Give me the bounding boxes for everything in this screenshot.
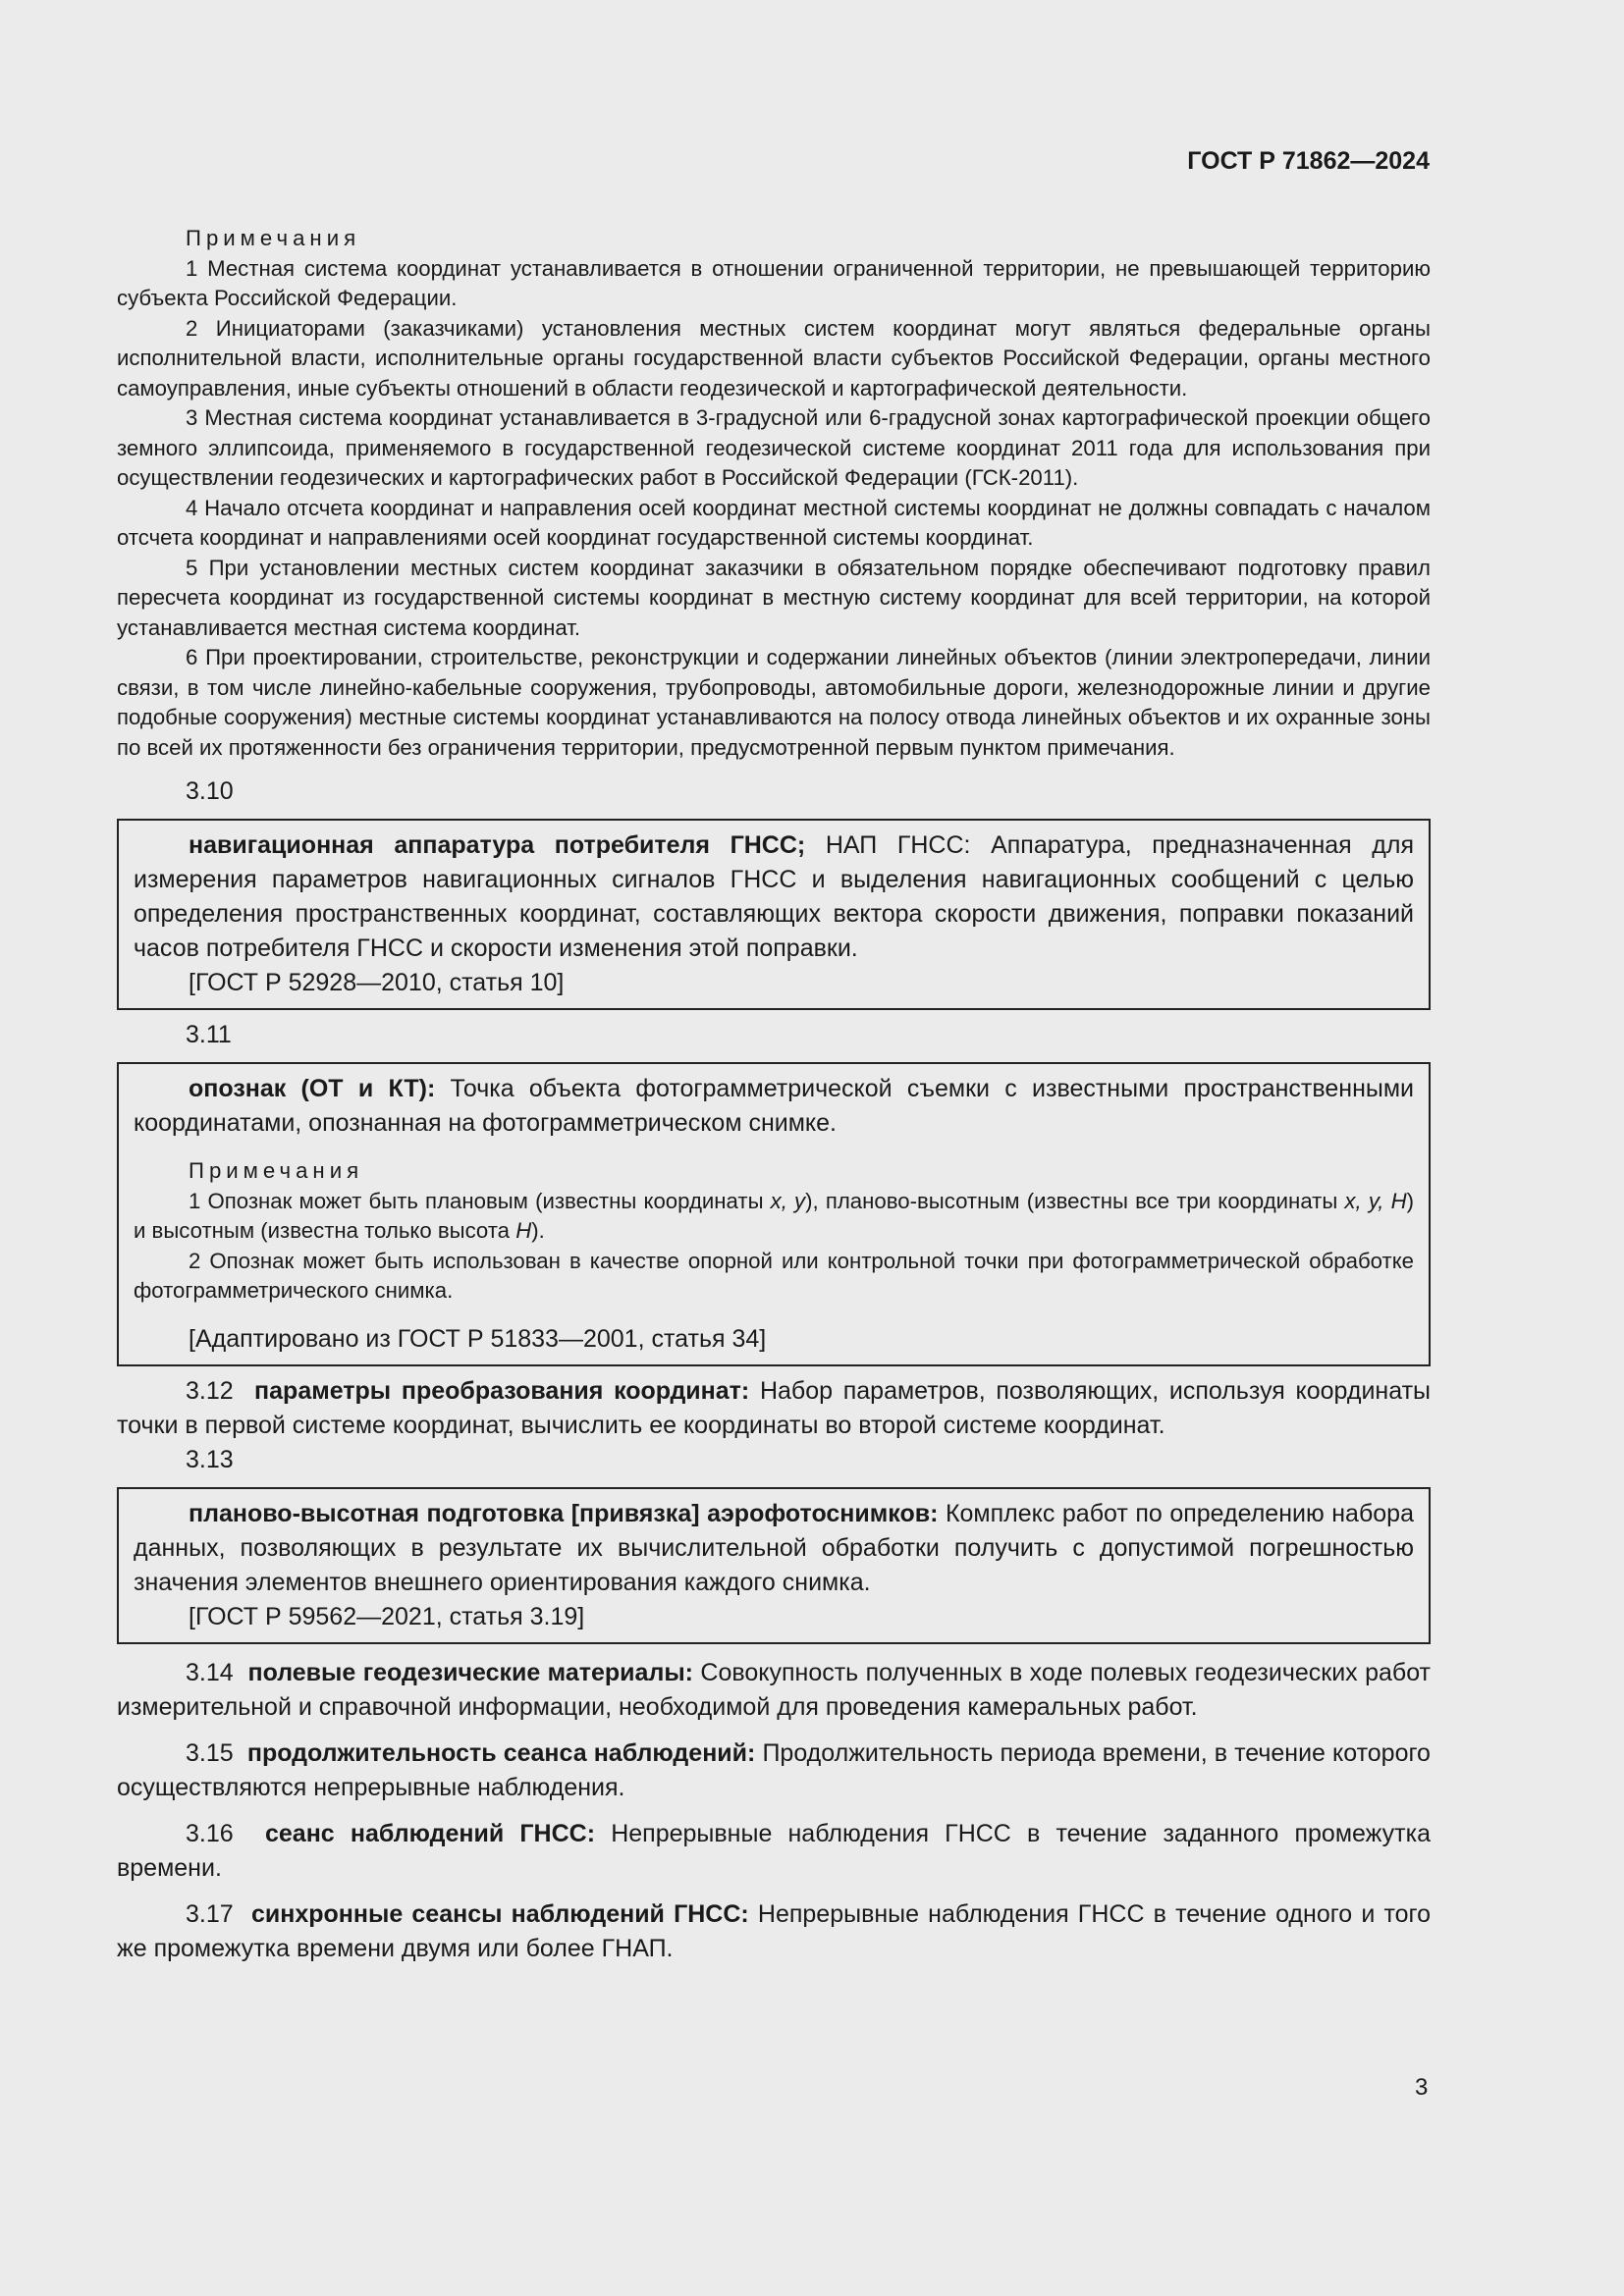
note-item: 1 Местная система координат устанавливается в отношении ограниченной территории, не превышающей территорию субъекта Российской Федерации. xyxy=(117,255,1431,310)
term-number: 3.10 xyxy=(186,777,234,805)
term-3-16 xyxy=(117,1817,1431,1886)
term-definition: Точка объекта фотограмметрической съемки с известными пространственными координатами, опознанная на фотограмметрическом снимке. xyxy=(134,1075,1414,1137)
term-title: навигационная аппаратура потребителя ГНСС; xyxy=(189,831,806,859)
term-definition: Набор параметров, позволяющих, используя координаты точки в первой системе координат, вычислить ее координаты во второй системе координат. xyxy=(117,1376,1431,1439)
term-title: продолжительность сеанса наблюдений: xyxy=(246,1738,756,1767)
term-source: [Адаптировано из ГОСТ Р 51833—2001, статья 34] xyxy=(189,1324,767,1353)
term-notes xyxy=(134,1156,1414,1307)
term-title: параметры преобразования координат: xyxy=(254,1376,750,1405)
page-content xyxy=(117,224,1431,1966)
term-3-14 xyxy=(117,1656,1431,1725)
term-title: планово-высотная подготовка [привязка] аэрофотоснимков: xyxy=(189,1499,939,1527)
term-title: сеанс наблюдений ГНСС: xyxy=(265,1819,596,1847)
term-3-17 xyxy=(117,1897,1431,1966)
term-box-3-10 xyxy=(117,819,1431,1010)
term-definition: Непрерывные наблюдения ГНСС в течение заданного промежутка времени. xyxy=(117,1819,1431,1882)
note-item: 2 Опознак может быть использован в качестве опорной или контрольной точки при фотограмметрической обработке фотограмметрического снимка. xyxy=(134,1248,1414,1303)
note-item: 4 Начало отсчета координат и направления осей координат местной системы координат не должны совпадать с началом отсчета координат и направлениями осей координат государственной системы координат. xyxy=(117,495,1431,550)
term-3-15 xyxy=(117,1736,1431,1805)
term-title: синхронные сеансы наблюдений ГНСС: xyxy=(250,1899,749,1928)
term-number: 3.17 xyxy=(186,1899,234,1928)
doc-code: ГОСТ Р 71862—2024 xyxy=(1187,147,1430,175)
term-definition: Комплекс работ по определению набора данных, позволяющих в результате их вычислительной обработки получить с допустимой погрешностью значения элементов внешнего ориентирования каждого снимка. xyxy=(134,1499,1414,1596)
term-number: 3.11 xyxy=(186,1021,232,1048)
note-item: 2 Инициаторами (заказчиками) установления местных систем координат могут являться федеральные органы исполнительной власти, исполнительные органы государственной власти субъектов Российской Федерации, органы местного самоуправления, иные субъекты отношений в области геодезической и картографической деятельности. xyxy=(117,315,1431,400)
term-3-12 xyxy=(117,1374,1431,1443)
term-box-3-11 xyxy=(117,1062,1431,1366)
term-title: опознак (ОТ и КТ): xyxy=(189,1075,436,1102)
term-number: 3.14 xyxy=(186,1658,234,1686)
term-source: [ГОСТ Р 59562—2021, статья 3.19] xyxy=(189,1602,585,1630)
note-item: 3 Местная система координат устанавливается в 3-градусной или 6-градусной зонах картографической проекции общего земного эллипсоида, применяемого в государственной геодезической системе координат 2011 года для использования при осуществлении геодезических и картографических работ в Российской Федерации (ГСК-2011). xyxy=(117,405,1431,490)
term-definition: Продолжительность периода времени, в течение которого осуществляются непрерывные наблюдения. xyxy=(117,1738,1431,1801)
term-number: 3.13 xyxy=(186,1445,234,1473)
notes-top xyxy=(117,224,1431,763)
page-number: 3 xyxy=(1415,2074,1429,2101)
term-definition: НАП ГНСС: Аппаратура, предназначенная для измерения параметров навигационных сигналов ГНСС и выделения навигационных сообщений с целью определения пространственных координат, составляющих вектора скорости движения, поправки показаний часов потребителя ГНСС и скорости изменения этой поправки. xyxy=(134,831,1414,962)
notes-title: Примечания xyxy=(189,1158,364,1183)
term-number: 3.15 xyxy=(186,1738,234,1767)
note-item: 5 При установлении местных систем координат заказчики в обязательном порядке обеспечивают подготовку правил пересчета координат из государственной системы координат в местную систему координат для всей территории, на которой устанавливается местная система координат. xyxy=(117,555,1431,640)
term-definition: Совокупность полученных в ходе полевых геодезических работ измерительной и справочной информации, необходимой для проведения камеральных работ. xyxy=(117,1658,1431,1721)
term-number: 3.12 xyxy=(186,1376,234,1405)
note-item: 6 При проектировании, строительстве, реконструкции и содержании линейных объектов (линии электропередачи, линии связи, в том числе линейно-кабельные сооружения, трубопроводы, автомобильные дороги, железнодорожные линии и другие подобные сооружения) местные системы координат устанавливаются на полосу отвода линейных объектов и их охранные зоны по всей их протяженности без ограничения территории, предусмотренной первым пунктом примечания. xyxy=(117,645,1431,760)
term-source: [ГОСТ Р 52928—2010, статья 10] xyxy=(189,969,565,996)
note-item: 1 Опознак может быть плановым (известны координаты x, y), планово-высотным (известны все три координаты x, y, H) и высотным (известна только высота H). xyxy=(134,1188,1414,1243)
term-title: полевые геодезические материалы: xyxy=(247,1658,694,1686)
notes-title: Примечания xyxy=(186,226,361,250)
term-box-3-13 xyxy=(117,1487,1431,1644)
term-number: 3.16 xyxy=(186,1819,234,1847)
term-definition: Непрерывные наблюдения ГНСС в течение одного и того же промежутка времени двумя или более ГНАП. xyxy=(117,1899,1431,1962)
